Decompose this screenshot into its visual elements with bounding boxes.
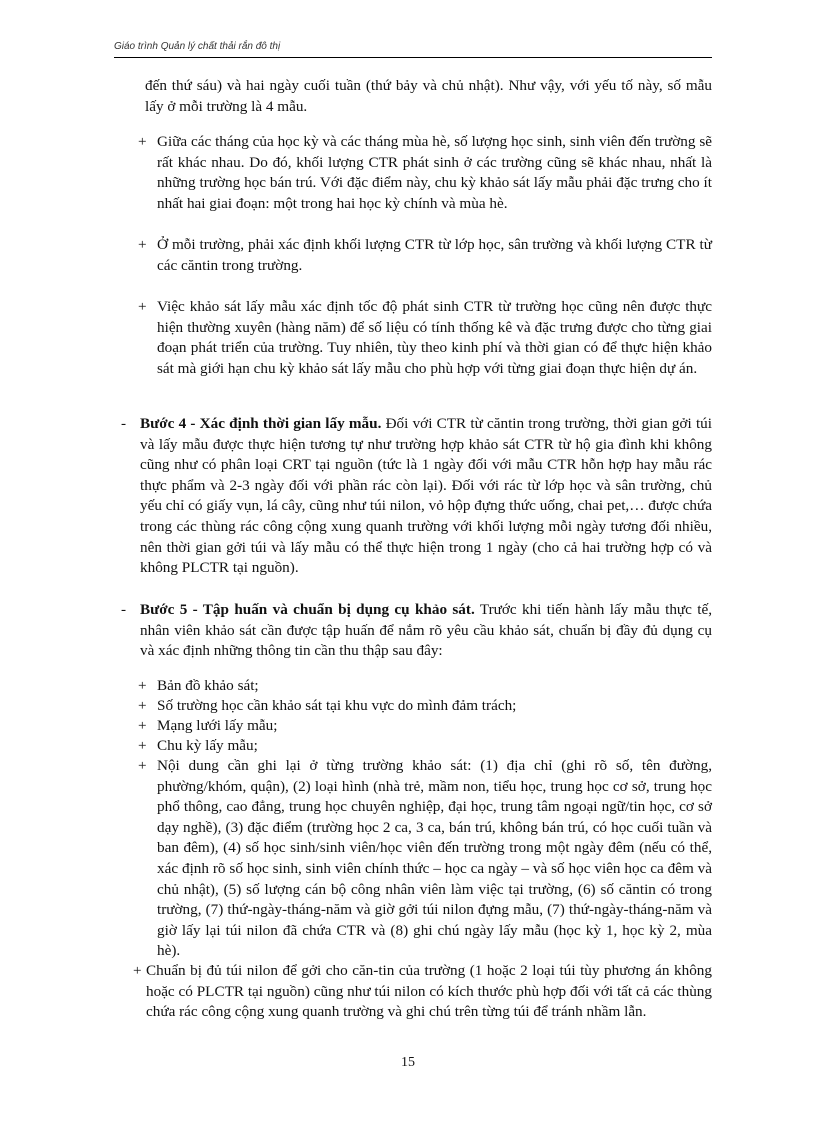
step-5-body: Trước khi tiến hành lấy mẫu thực tế, nhân viên khảo sát cần được tập huấn để nắm rõ yêu cầu khảo sát, chuẩn bị đầy đủ dụng cụ và xác định những thông tin cần thu thập sau đây: [140, 601, 713, 660]
plus-bullet-mark: + [138, 298, 147, 315]
dash-bullet-mark: - [121, 415, 127, 432]
running-header: Giáo trình Quản lý chất thải rắn đô thị [114, 41, 281, 52]
step-5-title: Bước 5 - Tập huấn và chuẩn bị dụng cụ khảo sát. [140, 601, 475, 618]
plus-bullet-mark: + [138, 677, 147, 694]
dash-bullet-mark: - [121, 601, 127, 618]
prep-item-2: Số trường học cần khảo sát tại khu vực do mình đảm trách; [157, 697, 517, 714]
continuation-paragraph: đến thứ sáu) và hai ngày cuối tuần (thứ bảy và chủ nhật). Như vậy, với yếu tố này, số mẫu lấy ở mỗi trường là 4 mẫu. [145, 77, 712, 115]
prep-item-last: Chuẩn bị đủ túi nilon để gởi cho căn-tin của trường (1 hoặc 2 loại túi tùy phương án không hoặc có PLCTR tại nguồn) cũng như túi nilon có kích thước phù hợp đối với tất cả các thùng chứa rác công cộng xung quanh trường và ghi chú trên từng túi để tránh nhầm lẫn. [146, 962, 712, 1021]
prep-item-5: Nội dung cần ghi lại ở từng trường khảo sát: (1) địa chỉ (ghi rõ số, tên đường, phường/khóm, quận), (2) loại hình (nhà trẻ, mầm non, tiểu học, trung học cơ sở, trung học phổ thông, cao đẳng, trung học chuyên nghiệp, đại học, trung tâm ngoại ngữ/tin học, cơ sở dạy nghề), (3) đặc điểm (trường học 2 ca, 3 ca, bán trú, không bán trú, có học cuối tuần và ban đêm), (4) số học sinh/sinh viên/học viên đến trường trong một ngày đêm (nếu có thể, xác định rõ số học sinh, sinh viên chính thức – học ca ngày – và số học viên học ca đêm và chủ nhật), (5) số lượng cán bộ công nhân viên làm việc tại trường, (6) số căntin có trong trường, (7) thứ-ngày-tháng-năm và giờ gởi túi nilon đựng mẫu, (7) thứ-ngày-tháng-năm và giờ lấy lại túi nilon đã chứa CTR và (8) ghi chú ngày lấy mẫu (học kỳ 1, học kỳ 2, mùa hè). [157, 757, 712, 960]
step-4-paragraph [140, 414, 712, 579]
header-rule [114, 57, 712, 58]
plus-bullet-mark: + [133, 962, 142, 979]
plus-bullet-mark: + [138, 236, 147, 253]
plus-bullet-mark: + [138, 757, 147, 774]
plus-bullet-mark: + [138, 717, 147, 734]
prep-item-3: Mạng lưới lấy mẫu; [157, 717, 278, 734]
plus-bullet-mark: + [138, 737, 147, 754]
prep-item-4: Chu kỳ lấy mẫu; [157, 737, 258, 754]
step-5-paragraph [140, 600, 712, 662]
plus-item-2: Ở mỗi trường, phải xác định khối lượng CTR từ lớp học, sân trường và khối lượng CTR từ các căntin trong trường. [157, 236, 712, 274]
plus-item-1: Giữa các tháng của học kỳ và các tháng mùa hè, số lượng học sinh, sinh viên đến trường sẽ rất khác nhau. Do đó, khối lượng CTR phát sinh ở các trường cũng sẽ khác nhau, nhất là những trường học bán trú. Với đặc điểm này, chu kỳ khảo sát lấy mẫu phải đặc trưng cho ít nhất hai giai đoạn: một trong hai học kỳ chính và mùa hè. [157, 133, 712, 212]
plus-bullet-mark: + [138, 697, 147, 714]
page-number: 15 [401, 1055, 415, 1070]
step-4-title: Bước 4 - Xác định thời gian lấy mẫu. [140, 415, 382, 432]
plus-item-3: Việc khảo sát lấy mẫu xác định tốc độ phát sinh CTR từ trường học cũng nên được thực hiện thường xuyên (hàng năm) để số liệu có tính thống kê và đặc trưng được cho từng giai đoạn phát triển của trường. Tuy nhiên, tùy theo kinh phí và thời gian có để thực hiện khảo sát mà giới hạn chu kỳ khảo sát lấy mẫu cho phù hợp với từng giai đoạn thực hiện dự án. [157, 298, 712, 377]
plus-bullet-mark: + [138, 133, 147, 150]
prep-item-1: Bản đồ khảo sát; [157, 677, 259, 694]
step-4-body: Đối với CTR từ căntin trong trường, thời gian gởi túi và lấy mẫu được thực hiện tương tự như trường hợp khảo sát CTR từ hộ gia đình khi không cũng như có phân loại CRT tại nguồn (tức là 1 ngày đối với mẫu CTR hỗn hợp hay mẫu rác thực phẩm và 2-3 ngày đối với phần rác còn lại). Đối với rác từ lớp học và sân trường, chủ yếu chỉ có giấy vụn, lá cây, cũng như túi nilon, vỏ hộp đựng thức uống, chai pet,… được chứa trong các thùng rác công cộng xung quanh trường với khối lượng mỗi ngày tương đối nhiều, nên thời gian gởi túi và lấy mẫu có thể thực hiện trong 1 ngày (cho cả hai trường hợp có và không PLCTR tại nguồn). [140, 415, 712, 577]
